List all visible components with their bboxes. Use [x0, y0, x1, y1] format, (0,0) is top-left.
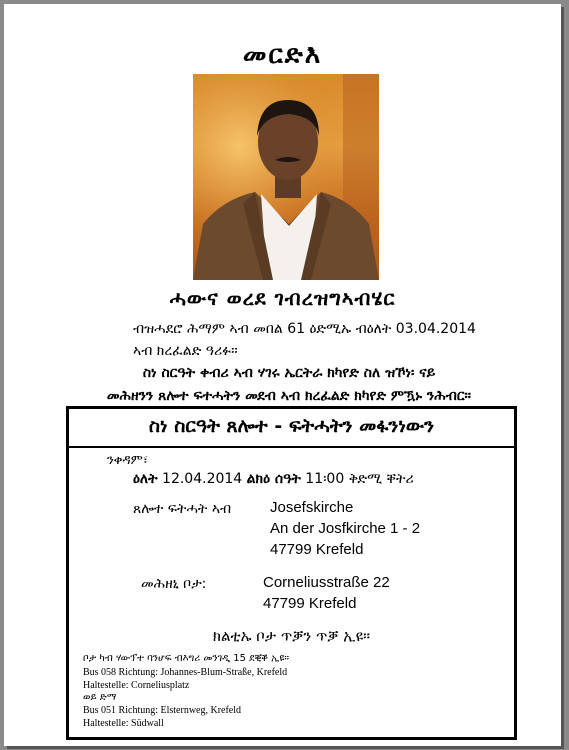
ceremony-datetime — [133, 471, 414, 487]
obituary-page — [4, 4, 561, 746]
ceremony-box — [66, 406, 517, 740]
prayer-city: 47799 Krefeld — [270, 541, 364, 558]
ceremony-divider — [69, 446, 514, 448]
mourning-label: መሕዘኒ ቦታ: — [141, 576, 207, 592]
time-suffix: ቅድሚ ቐትሪ — [348, 471, 414, 487]
ceremony-time: 11፡00 — [305, 471, 345, 487]
funeral-notice-line-1: ስነ ስርዓት ቀብሪ ኣብ ሃገሩ ኤርትራ ክካየድ ስለ ዝኾነ፡ ናይ — [142, 365, 436, 381]
death-info-line-1: ብዝሓደሮ ሕማም ኣብ መበል 61 ዕድሚኡ ብዕለት 03.04.2014 — [133, 321, 476, 337]
portrait-illustration — [193, 74, 379, 280]
prayer-place: Josefskirche — [270, 499, 354, 516]
death-info — [133, 318, 513, 362]
mourning-city: 47799 Krefeld — [263, 595, 357, 612]
bus-route-1: Bus 058 Richtung: Johannes-Blum-Straße, Krefeld — [83, 667, 288, 678]
funeral-notice — [64, 362, 514, 408]
locations-note: ክልቲኡ ቦታ ጥቓን ጥቓ ኢዩ። — [212, 627, 371, 645]
time-prefix: ልክዕ ሰዓት — [246, 471, 301, 487]
mourning-street: Corneliusstraße 22 — [263, 574, 390, 591]
portrait-photo — [193, 74, 379, 280]
ceremony-title: ስነ ስርዓት ጸሎተ - ፍትሓትን መፋንነውን — [148, 415, 435, 437]
directions-note: ቦታ ካብ ሃውፕተ ባንሆፍ ብእግሪ መንገዲ 15 ደቒቕ ኢዩ። — [83, 653, 290, 664]
date-prefix: ዕለት — [133, 471, 158, 487]
bus-stop-1: Haltestelle: Corneliusplatz — [83, 680, 190, 691]
death-info-line-2: ኣብ ክረፈልድ ዓሪፉ። — [133, 343, 238, 359]
deceased-name: ሓውና ወረደ ገብረዝግኣብሄር — [169, 286, 396, 310]
bus-route-2: Bus 051 Richtung: Elsternweg, Krefeld — [83, 705, 242, 716]
ceremony-date: 12.04.2014 — [162, 471, 243, 487]
prayer-label: ጸሎተ ፍትሓት ኣብ — [133, 501, 232, 517]
page-title: መርድእ — [242, 40, 323, 70]
funeral-notice-line-2: መሕዘንን ጸሎተ ፍተሓትን መደብ ኣብ ክረፈልድ ክካየድ ምዃኑ ንሕብር። — [106, 388, 472, 404]
prayer-street: An der Josfkirche 1 - 2 — [270, 520, 421, 537]
ceremony-intro: ንቀዳም፣ — [107, 453, 149, 468]
bus-stop-2: Haltestelle: Südwall — [83, 718, 164, 729]
or-label: ወይ ድማ — [83, 692, 117, 703]
